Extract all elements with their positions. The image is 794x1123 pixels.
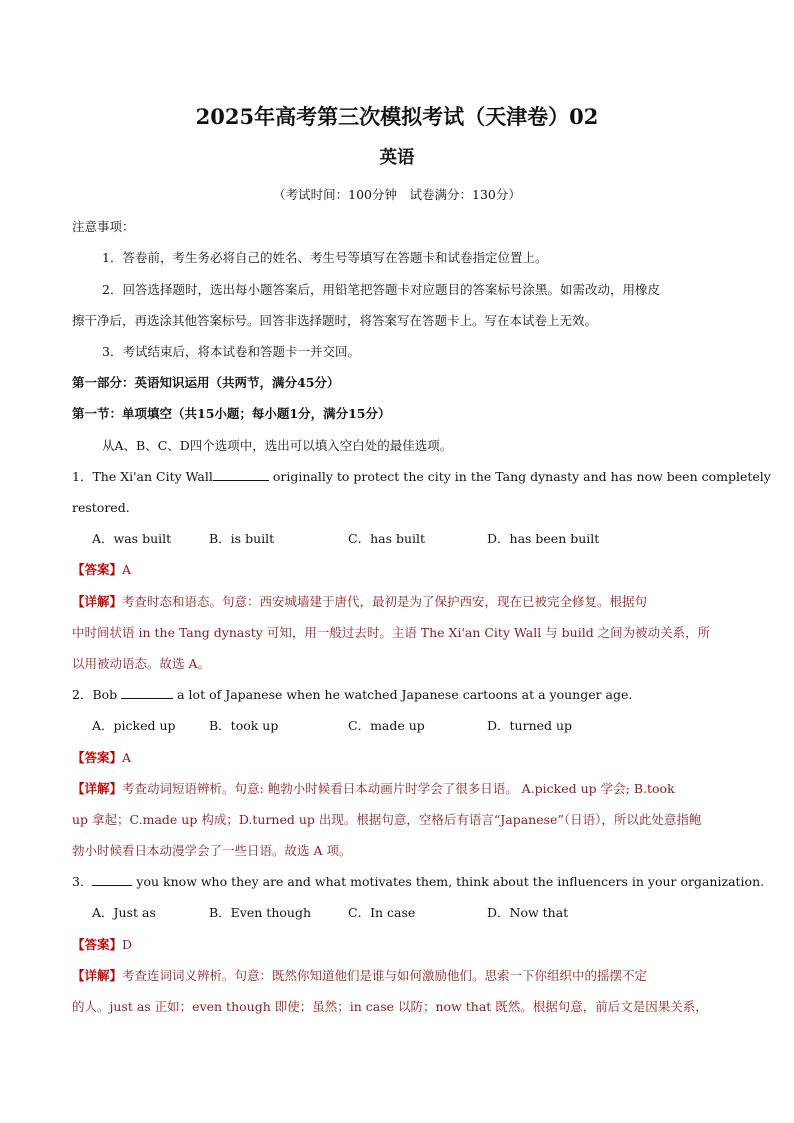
subject-title: 英语 [379, 148, 415, 168]
question-stem-pre: 1．The Xi'an City Wall [72, 469, 213, 484]
notice-item-1: 1．答卷前，考生务必将自己的姓名、考生号等填写在答题卡和试卷指定位置上。 [102, 250, 548, 265]
question-stem [72, 468, 771, 486]
answer-label: 【答案】 [72, 562, 123, 577]
option-d: D．has been built [487, 531, 600, 546]
question-stem [72, 873, 765, 891]
exam-time-info: （考试时间：100分钟 试卷满分：130分） [273, 187, 521, 202]
answer-blank [121, 686, 173, 699]
option-a: A．was built [92, 531, 172, 546]
question-stem-post: originally to protect the city in the Tang dynasty and has now been completely [268, 469, 771, 484]
answer-blank [92, 873, 132, 886]
answer-value: A [122, 562, 132, 577]
answer-line [72, 749, 734, 767]
section1-heading: 第一节：单项填空（共15小题；每小题1分，满分15分） [72, 406, 391, 421]
notice-item-3: 3．考试结束后，将本试卷和答题卡一并交回。 [102, 344, 360, 359]
answer-value: D [122, 937, 133, 952]
explanation-label: 【详解】 [72, 781, 123, 796]
option-b: B．took up [209, 718, 279, 733]
explanation-text: 的人。just as 正如；even though 即使；虽然；in case 以防；now that 既然。根据句意，前后文是因果关系， [72, 999, 708, 1014]
option-b: B．Even though [209, 905, 311, 920]
explanation-text: 中时间状语 in the Tang dynasty 可知，用一般过去时。主语 The Xi'an City Wall 与 build 之间为被动关系，所 [72, 625, 711, 640]
option-a: A．Just as [92, 905, 156, 920]
question-stem [72, 686, 734, 704]
question-stem-post: you know who they are and what motivates them, think about the influencers in your organization. [132, 874, 765, 889]
option-c: C．In case [348, 905, 416, 920]
explanation-line [72, 780, 734, 798]
option-c: C．has built [348, 531, 426, 546]
explanation-line [72, 593, 734, 611]
answer-value: A [122, 750, 132, 765]
option-a: A．picked up [92, 718, 176, 733]
answer-line [72, 936, 734, 954]
question-stem-pre: 3． [72, 874, 93, 889]
explanation-label: 【详解】 [72, 594, 123, 609]
answer-label: 【答案】 [72, 750, 123, 765]
exam-title: 2025年高考第三次模拟考试（天津卷）02 [195, 104, 599, 129]
notice-item-2-cont: 擦干净后，再选涂其他答案标号。回答非选择题时，将答案写在答题卡上。写在本试卷上无效。 [72, 313, 598, 328]
question-stem-cont: restored. [72, 500, 130, 515]
explanation-text: 以用被动语态。故选 A。 [72, 656, 211, 671]
option-d: D．Now that [487, 905, 569, 920]
explanation-line [72, 967, 734, 985]
explanation-text: 考查动词短语辨析。句意: 鲍勃小时候看日本动画片时学会了很多日语。 A.picked up 学会; B.took [122, 781, 675, 796]
explanation-text: up 拿起；C.made up 构成；D.turned up 出现。根据句意，空格后有语言“Japanese”（日语），所以此处意指鲍 [72, 812, 702, 827]
explanation-text: 考查时态和语态。句意：西安城墙建于唐代，最初是为了保护西安，现在已被完全修复。根据句 [122, 594, 648, 609]
section-instruction: 从A、B、C、D四个选项中，选出可以填入空白处的最佳选项。 [102, 438, 453, 453]
explanation-text: 考查连词词义辨析。句意：既然你知道他们是谁与如何激励他们。思索一下你组织中的摇摆不定 [122, 968, 648, 983]
notice-heading: 注意事项： [72, 219, 135, 234]
option-d: D．turned up [487, 718, 573, 733]
notice-item-2: 2．回答选择题时，选出每小题答案后，用铅笔把答题卡对应题目的答案标号涂黑。如需改动，用橡皮 [102, 282, 660, 297]
answer-line [72, 561, 734, 579]
option-c: C．made up [348, 718, 425, 733]
answer-label: 【答案】 [72, 937, 123, 952]
question-stem-post: a lot of Japanese when he watched Japanese cartoons at a younger age. [173, 687, 633, 702]
part1-heading: 第一部分：英语知识运用（共两节，满分45分） [72, 375, 340, 390]
question-stem-pre: 2．Bob [72, 687, 118, 702]
explanation-label: 【详解】 [72, 968, 123, 983]
option-b: B．is built [209, 531, 275, 546]
explanation-text: 勃小时候看日本动漫学会了一些日语。故选 A 项。 [72, 843, 352, 858]
answer-blank [213, 468, 269, 481]
